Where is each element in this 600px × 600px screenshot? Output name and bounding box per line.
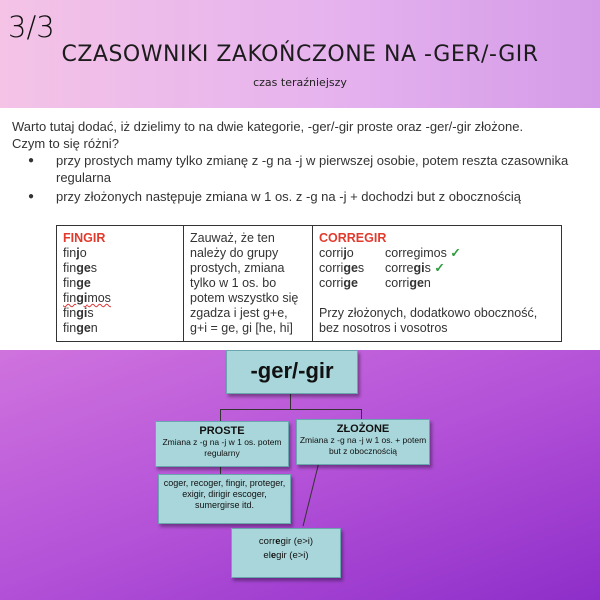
check-icon: ✓ xyxy=(450,246,461,260)
diagram-area xyxy=(0,350,600,600)
page-subtitle: czas teraźniejszy xyxy=(253,76,347,89)
zlozone-title: ZŁOŻONE xyxy=(336,423,390,435)
zlozone-desc: Zmiana z -g na -j w 1 os. + potem but z obocznością xyxy=(299,435,427,456)
connector xyxy=(220,409,361,410)
fingir-form: finjo xyxy=(63,246,87,260)
fingir-form: finges xyxy=(63,261,98,275)
intro-line-2: Czym to się różni? xyxy=(12,136,119,151)
slide-number: 3/3 xyxy=(8,10,55,44)
proste-title: PROSTE xyxy=(199,425,245,437)
connector xyxy=(220,466,221,474)
fingir-header: FINGIR xyxy=(63,231,106,245)
zlozone-examples xyxy=(231,528,341,578)
example-elegir: elegir (e>i) xyxy=(263,550,309,561)
example-corregir: corregir (e>i) xyxy=(258,536,314,547)
check-icon: ✓ xyxy=(434,261,445,275)
bullet-item: ● przy prostych mamy tylko zmianę z -g na -j w pierwszej osobie, potem reszta czasownika regularna xyxy=(28,152,588,186)
fingir-form: fingen xyxy=(63,321,98,335)
zlozone-node xyxy=(296,419,430,465)
corregir-note: Przy złożonych, dodatkowo oboczność, bez nosotros i vosotros xyxy=(319,306,538,335)
fingir-note: Zauważ, że ten należy do grupy prostych, zmiana tylko w 1 os. bo potem wszystko się zgadza i jest g+e, g+i = ge, gi [he, hi] xyxy=(184,226,313,342)
bullet-item: ● przy złożonych następuje zmiana w 1 os. z -g na -j + dochodzi but z obocznością xyxy=(28,188,588,205)
root-node: -ger/-gir xyxy=(226,350,358,394)
fingir-form: fingis xyxy=(63,306,94,320)
fingir-form: fingimos xyxy=(63,291,111,305)
corregir-row: corrijo corregimos ✓ xyxy=(319,246,461,260)
intro-line-1: Warto tutaj dodać, iż dzielimy to na dwie kategorie, -ger/-gir proste oraz -ger/-gir złożone. xyxy=(12,119,524,134)
conjugation-table xyxy=(56,225,562,342)
connector xyxy=(303,464,319,526)
page-title: CZASOWNIKI ZAKOŃCZONE NA -GER/-GIR xyxy=(61,42,539,67)
bullet-list xyxy=(28,152,588,207)
fingir-column xyxy=(57,226,184,342)
fingir-form: finge xyxy=(63,276,91,290)
content-area xyxy=(0,108,600,350)
connector xyxy=(361,409,362,419)
proste-node xyxy=(155,421,289,467)
header-band xyxy=(0,0,600,108)
connector xyxy=(290,393,291,409)
intro-text xyxy=(12,118,592,152)
proste-examples: coger, recoger, fingir, proteger, exigir, dirigir escoger, sumergirse itd. xyxy=(158,474,291,524)
corregir-row: corrige corrigen xyxy=(319,276,431,290)
corregir-row: corriges corregis ✓ xyxy=(319,261,445,275)
corregir-column xyxy=(313,226,562,342)
proste-desc: Zmiana z -g na -j w 1 os. potem regularny xyxy=(162,437,282,458)
corregir-header: CORREGIR xyxy=(319,231,387,245)
connector xyxy=(220,409,221,421)
